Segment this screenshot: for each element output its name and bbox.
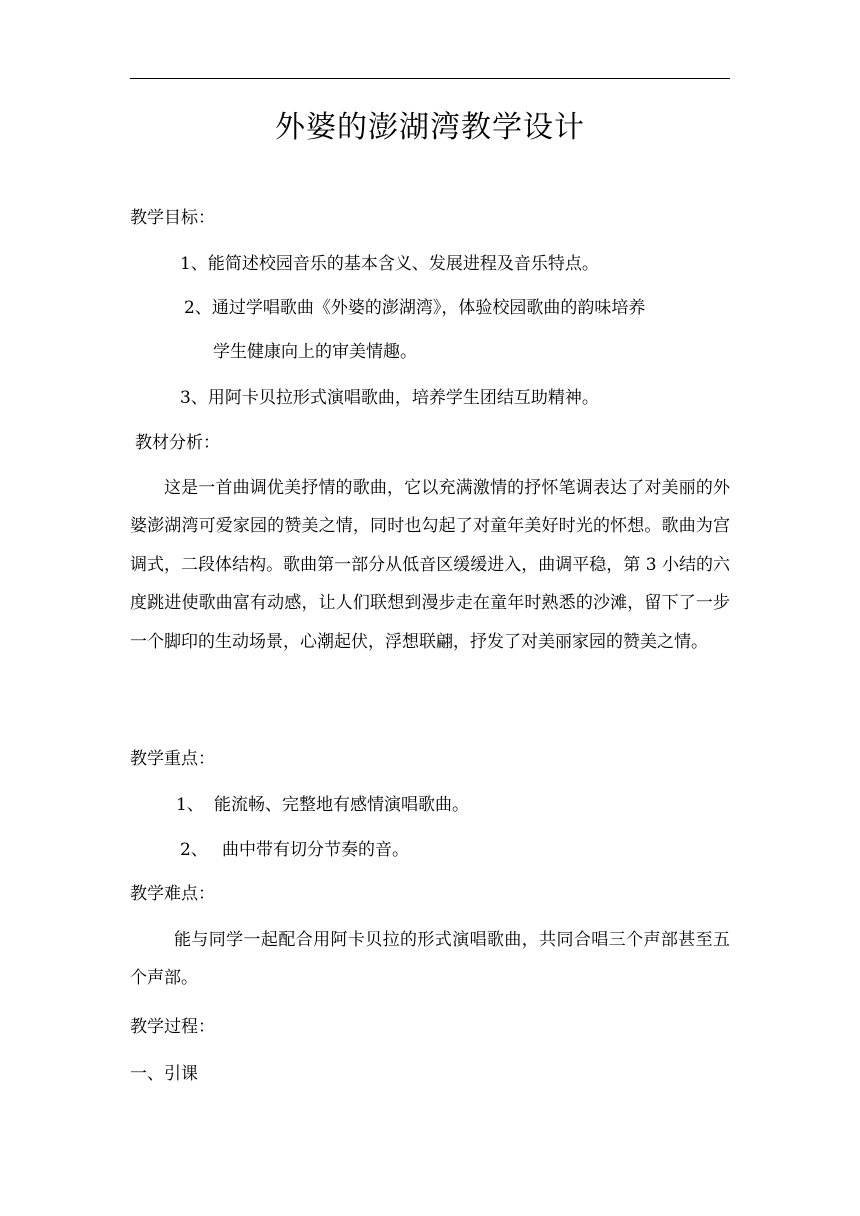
document-title: 外婆的澎湖湾教学设计 — [275, 110, 585, 145]
analysis-paragraph: 这是一首曲调优美抒情的歌曲，它以充满激情的抒怀笔调表达了对美丽的外婆澎湖湾可爱家园的赞美之情，同时也勾起了对童年美好时光的怀想。歌曲为宫调式，二段体结构。歌曲第一部分从低音区缓缓进入，曲调平稳，第 3 小结的六度跳进使歌曲富有动感，让人们联想到漫步走在童年时熟悉的沙滩，留下了一步一个脚印的生动场景，心潮起伏，浮想联翩，抒发了对美丽家园的赞美之情。 — [130, 478, 730, 652]
key-point-item-2 — [180, 838, 780, 862]
difficulties-heading: 教学难点： — [130, 884, 215, 904]
process-step-1: 一、引课 — [130, 1064, 198, 1084]
objective-number: 2、 — [184, 298, 212, 318]
key-point-number: 1、 — [176, 795, 204, 815]
objective-item-2-continuation: 学生健康向上的审美情趣。 — [213, 342, 417, 362]
objectives-heading: 教学目标： — [130, 208, 215, 228]
objective-item-3 — [180, 386, 780, 410]
key-point-number: 2、 — [180, 840, 208, 860]
difficulties-paragraph: 能与同学一起配合用阿卡贝拉的形式演唱歌曲，共同合唱三个声部甚至五个声部。 — [130, 930, 730, 989]
objective-number: 1、 — [180, 254, 208, 274]
objective-number: 3、 — [180, 388, 208, 408]
analysis-heading: 教材分析： — [135, 433, 220, 453]
objective-text: 能简述校园音乐的基本含义、发展进程及音乐特点。 — [207, 254, 599, 274]
objective-item-2 — [184, 296, 784, 320]
key-points-heading: 教学重点： — [130, 749, 215, 769]
header-rule — [130, 78, 730, 79]
objective-text: 用阿卡贝拉形式演唱歌曲，培养学生团结互助精神。 — [207, 388, 599, 408]
key-point-item-1 — [176, 793, 776, 817]
objective-text: 通过学唱歌曲《外婆的澎湖湾》，体验校园歌曲的韵味培养 — [211, 298, 646, 318]
objective-item-1 — [180, 252, 780, 276]
key-point-text: 能流畅、完整地有感情演唱歌曲。 — [214, 795, 469, 815]
key-point-text: 曲中带有切分节奏的音。 — [222, 840, 409, 860]
process-heading: 教学过程： — [130, 1017, 215, 1037]
